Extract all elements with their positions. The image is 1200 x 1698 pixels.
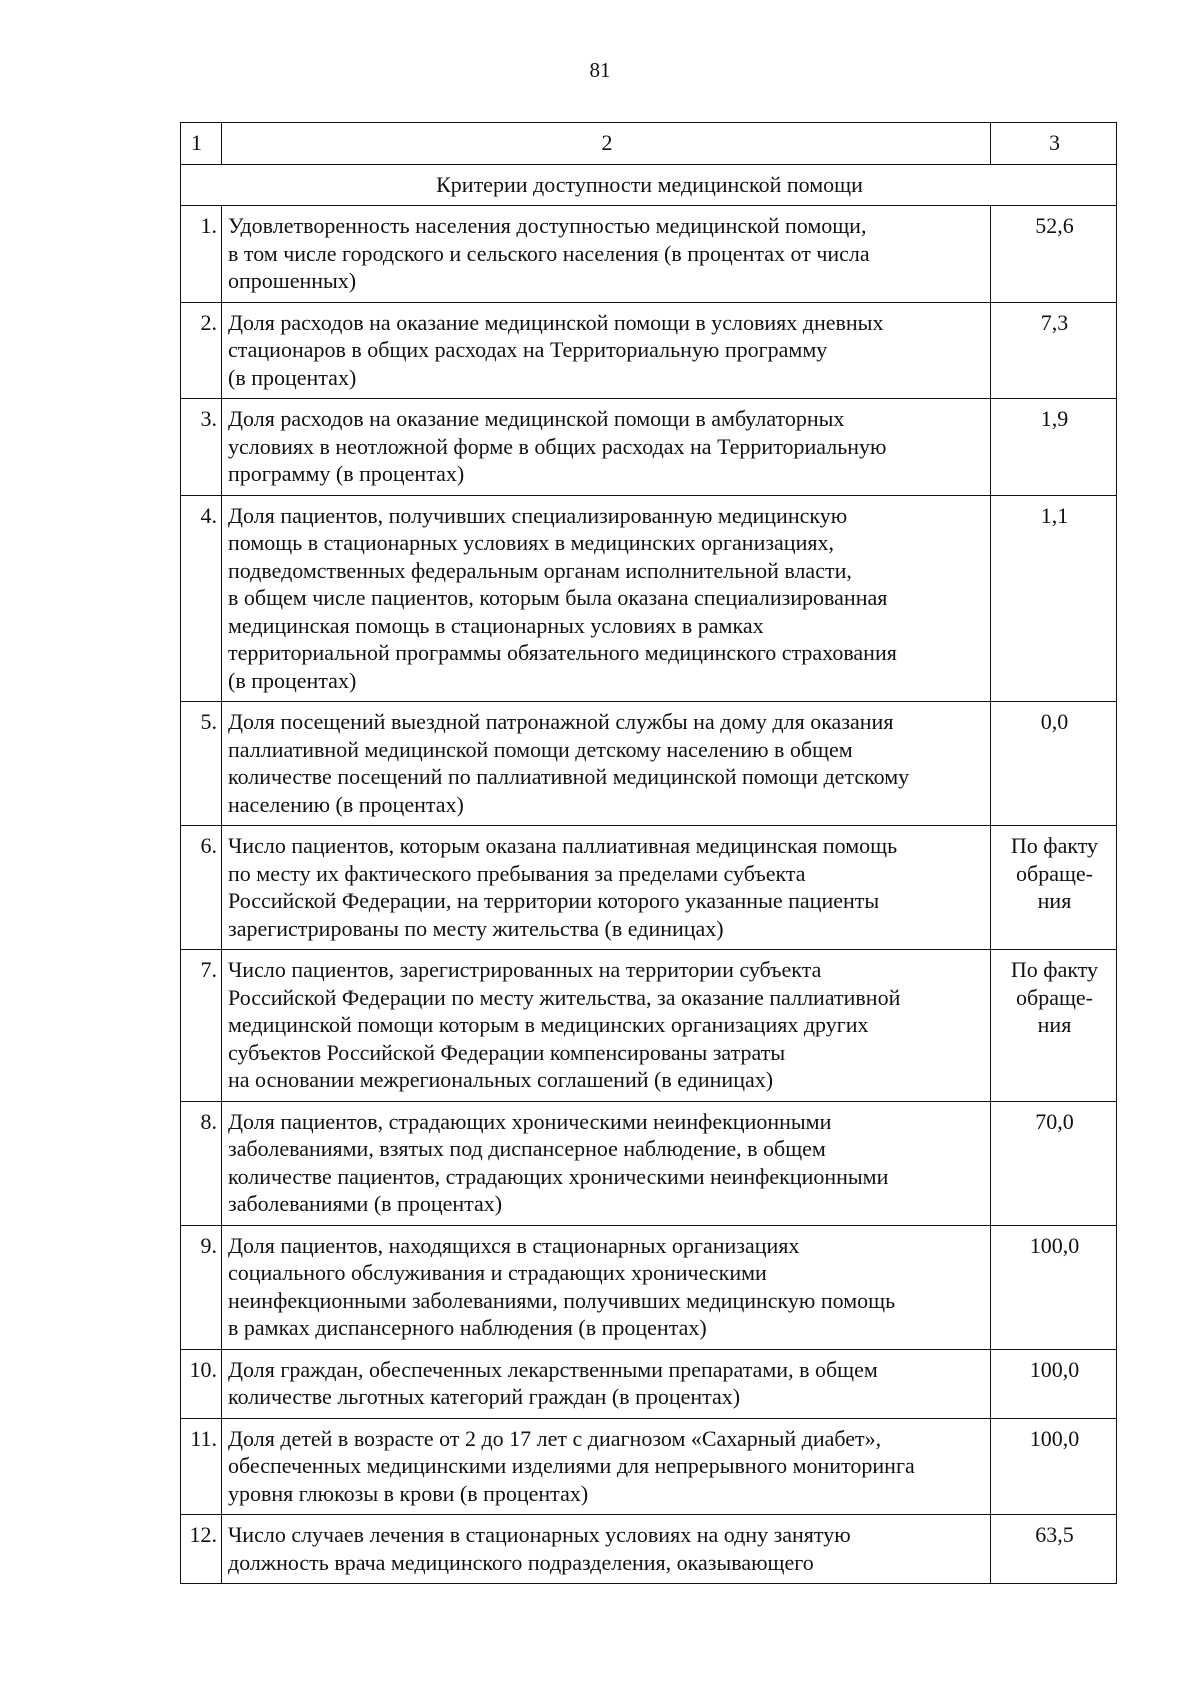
criterion-text-line: в том числе городского и сельского населения (в процентах от числа xyxy=(228,240,870,266)
criterion-value-line: По факту xyxy=(1010,957,1099,982)
header-col-2: 2 xyxy=(222,123,991,165)
criterion-text xyxy=(222,399,991,496)
criterion-value xyxy=(991,399,1117,496)
criterion-value xyxy=(991,826,1117,950)
criterion-value xyxy=(991,1515,1117,1584)
criterion-text-line: Доля посещений выездной патронажной службы на дому для оказания xyxy=(228,709,894,734)
criterion-text-line: (в процентах) xyxy=(228,364,357,390)
criterion-value-line: 63,5 xyxy=(1035,1522,1074,1547)
criterion-text-line: социального обслуживания и страдающих хроническими xyxy=(228,1260,767,1285)
criterion-value-line: 52,6 xyxy=(1035,213,1074,238)
criterion-value xyxy=(991,206,1117,303)
criterion-text-line: медицинской помощи которым в медицинских организациях других xyxy=(228,1012,869,1037)
criterion-text-line: неинфекционными заболеваниями, получивших медицинскую помощь xyxy=(228,1287,896,1313)
criterion-value-line: По факту xyxy=(1010,833,1099,858)
criterion-value-line: 1,9 xyxy=(1040,406,1069,431)
table-row xyxy=(181,399,1117,496)
criterion-text xyxy=(222,1349,991,1418)
criterion-text-line: на основании межрегиональных соглашений (в единицах) xyxy=(228,1067,774,1092)
criterion-text-line: Доля пациентов, находящихся в стационарных организациях xyxy=(228,1232,800,1258)
criterion-text-line: опрошенных) xyxy=(228,268,357,293)
criterion-text-line: обеспеченных медицинскими изделиями для непрерывного мониторинга xyxy=(228,1453,915,1478)
criterion-text-line: по месту их фактического пребывания за пределами субъекта xyxy=(228,860,806,886)
table-row xyxy=(181,1515,1117,1584)
row-number: 9. xyxy=(181,1225,222,1349)
criterion-text-line: Доля расходов на оказание медицинской помощи в амбулаторных xyxy=(228,406,845,431)
criterion-value-line: 100,0 xyxy=(1029,1425,1080,1451)
criterion-value-line: ния xyxy=(1037,1012,1072,1037)
criterion-value-line: 70,0 xyxy=(1035,1108,1074,1134)
row-number: 3. xyxy=(181,399,222,496)
criterion-text xyxy=(222,1225,991,1349)
row-number: 5. xyxy=(181,702,222,826)
section-row xyxy=(181,164,1117,206)
criterion-text-line: Российской Федерации, на территории которого указанные пациенты xyxy=(228,888,880,913)
criterion-text-line: заболеваниями (в процентах) xyxy=(228,1191,503,1216)
criterion-text-line: стационаров в общих расходах на Территориальную программу xyxy=(228,337,828,362)
criterion-text-line: Доля детей в возрасте от 2 до 17 лет с диагнозом «Сахарный диабет», xyxy=(228,1425,882,1451)
criterion-text-line: помощь в стационарных условиях в медицинских организациях, xyxy=(228,530,834,555)
criterion-text-line: паллиативной медицинской помощи детскому населению в общем xyxy=(228,736,853,762)
criterion-text-line: программу (в процентах) xyxy=(228,461,465,486)
table-row xyxy=(181,206,1117,303)
criterion-value xyxy=(991,1349,1117,1418)
row-number: 10. xyxy=(181,1349,222,1418)
criterion-value-line: 7,3 xyxy=(1040,309,1069,335)
criterion-value xyxy=(991,950,1117,1102)
criterion-value xyxy=(991,1101,1117,1225)
criterion-text-line: (в процентах) xyxy=(228,667,357,693)
criterion-text-line: подведомственных федеральным органам исполнительной власти, xyxy=(228,557,852,583)
criterion-text-line: Удовлетворенность населения доступностью медицинской помощи, xyxy=(228,213,867,238)
criterion-value xyxy=(991,702,1117,826)
criterion-text-line: медицинская помощь в стационарных условиях в рамках xyxy=(228,612,764,638)
criterion-text-line: Доля граждан, обеспеченных лекарственными препаратами, в общем xyxy=(228,1356,878,1382)
table-row xyxy=(181,302,1117,399)
criterion-text xyxy=(222,950,991,1102)
criteria-table-body xyxy=(181,123,1117,1584)
criterion-text-line: населению (в процентах) xyxy=(228,791,464,817)
criterion-value-line: ния xyxy=(1037,888,1072,913)
criterion-text-line: Число пациентов, зарегистрированных на территории субъекта xyxy=(228,957,822,982)
criterion-text-line: заболеваниями, взятых под диспансерное наблюдение, в общем xyxy=(228,1136,826,1161)
row-number: 4. xyxy=(181,495,222,702)
row-number: 12. xyxy=(181,1515,222,1584)
criterion-value-line: 100,0 xyxy=(1029,1356,1080,1382)
header-col-1: 1 xyxy=(181,123,222,165)
row-number: 8. xyxy=(181,1101,222,1225)
criterion-value-line: обраще- xyxy=(1016,984,1093,1010)
criterion-text xyxy=(222,495,991,702)
criterion-text-line: количестве посещений по паллиативной медицинской помощи детскому xyxy=(228,764,910,789)
row-number: 7. xyxy=(181,950,222,1102)
criterion-value-line: 1,1 xyxy=(1040,502,1069,528)
table-row xyxy=(181,1349,1117,1418)
criterion-text-line: количестве пациентов, страдающих хроническими неинфекционными xyxy=(228,1163,889,1189)
criterion-text-line: Доля пациентов, получивших специализированную медицинскую xyxy=(228,502,848,528)
criterion-text-line: Число случаев лечения в стационарных условиях на одну занятую xyxy=(228,1522,851,1547)
criterion-text-line: Число пациентов, которым оказана паллиативная медицинская помощь xyxy=(228,833,898,858)
criterion-value xyxy=(991,495,1117,702)
criterion-text-line: в общем числе пациентов, которым была оказана специализированная xyxy=(228,585,888,610)
criterion-text-line: зарегистрированы по месту жительства (в единицах) xyxy=(228,915,724,941)
criterion-value xyxy=(991,302,1117,399)
criterion-text xyxy=(222,1101,991,1225)
table-row xyxy=(181,1101,1117,1225)
criterion-text-line: количестве льготных категорий граждан (в процентах) xyxy=(228,1384,741,1409)
table-row xyxy=(181,1225,1117,1349)
criterion-text xyxy=(222,302,991,399)
row-number: 6. xyxy=(181,826,222,950)
row-number: 1. xyxy=(181,206,222,303)
table-row xyxy=(181,1418,1117,1515)
criterion-text-line: территориальной программы обязательного медицинского страхования xyxy=(228,640,897,665)
criterion-text-line: уровня глюкозы в крови (в процентах) xyxy=(228,1480,589,1506)
criterion-value xyxy=(991,1418,1117,1515)
criterion-text xyxy=(222,206,991,303)
table-header-row xyxy=(181,123,1117,165)
criterion-text-line: Доля пациентов, страдающих хроническими неинфекционными xyxy=(228,1108,832,1134)
criterion-value xyxy=(991,1225,1117,1349)
table-row xyxy=(181,495,1117,702)
criterion-text-line: должность врача медицинского подразделения, оказывающего xyxy=(228,1549,814,1575)
criterion-text-line: условиях в неотложной форме в общих расходах на Территориальную xyxy=(228,433,887,459)
criterion-text xyxy=(222,1418,991,1515)
section-title: Критерии доступности медицинской помощи xyxy=(181,164,1117,206)
row-number: 2. xyxy=(181,302,222,399)
row-number: 11. xyxy=(181,1418,222,1515)
criterion-text xyxy=(222,826,991,950)
table-row xyxy=(181,950,1117,1102)
criterion-text xyxy=(222,1515,991,1584)
criterion-value-line: 0,0 xyxy=(1040,709,1069,734)
criterion-text-line: Доля расходов на оказание медицинской помощи в условиях дневных xyxy=(228,309,884,335)
page-number: 81 xyxy=(589,58,611,82)
criterion-text-line: в рамках диспансерного наблюдения (в процентах) xyxy=(228,1315,707,1340)
table-row xyxy=(181,702,1117,826)
table-row xyxy=(181,826,1117,950)
header-col-3: 3 xyxy=(991,123,1117,165)
criteria-table xyxy=(180,122,1117,1584)
criterion-value-line: 100,0 xyxy=(1029,1232,1080,1258)
criterion-text-line: Российской Федерации по месту жительства, за оказание паллиативной xyxy=(228,984,901,1010)
criterion-text xyxy=(222,702,991,826)
criterion-text-line: субъектов Российской Федерации компенсированы затраты xyxy=(228,1039,786,1065)
criterion-value-line: обраще- xyxy=(1016,860,1093,886)
